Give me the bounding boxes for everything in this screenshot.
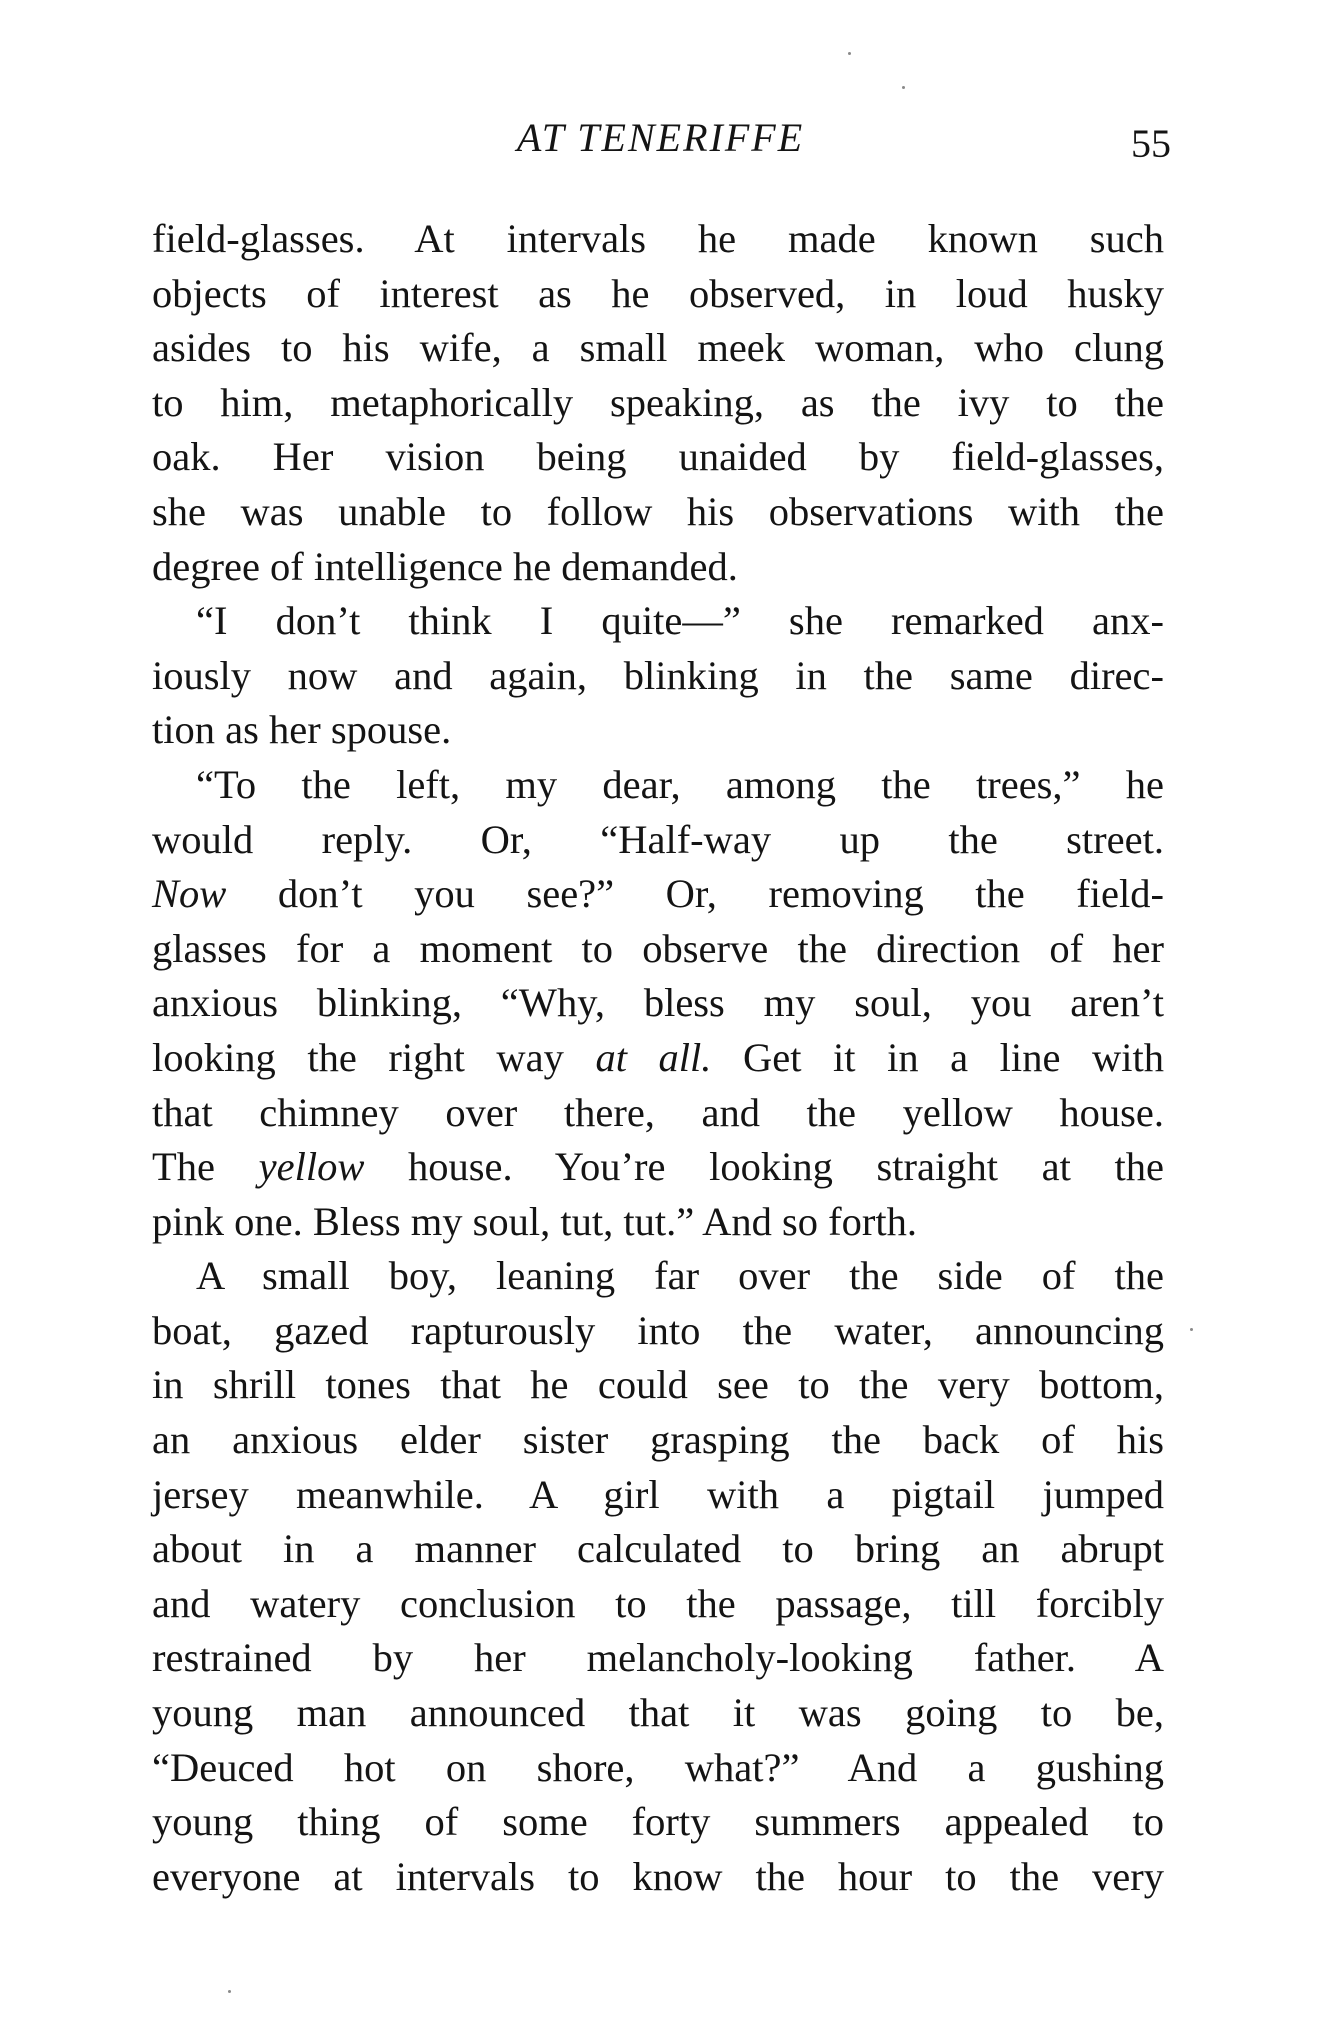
italic-emphasis: Now xyxy=(152,871,227,917)
text-line: iously now and again, blinking in the same direc- xyxy=(152,652,1164,698)
italic-emphasis: at all. xyxy=(595,1034,712,1080)
page-number: 55 xyxy=(1131,121,1171,166)
text-line: anxious blinking, “Why, bless my soul, you aren’t xyxy=(152,980,1164,1026)
paragraph-end-line: degree of intelligence he demanded. xyxy=(152,543,738,589)
paragraph-end-line: tion as her spouse. xyxy=(152,707,452,753)
text-line: an anxious elder sister grasping the back of his xyxy=(152,1417,1164,1463)
paper-speck xyxy=(848,52,851,55)
text-line: she was unable to follow his observations with the xyxy=(152,488,1164,534)
paragraph-first-line: A small boy, leaning far over the side of the xyxy=(196,1253,1164,1299)
text-line: everyone at intervals to know the hour to the very xyxy=(152,1853,1164,1899)
text-line: young thing of some forty summers appealed to xyxy=(152,1799,1164,1845)
text-line: that chimney over there, and the yellow house. xyxy=(152,1089,1164,1135)
text-line: Now don’t you see?” Or, removing the field- xyxy=(152,871,1164,917)
text-line: objects of interest as he observed, in loud husky xyxy=(152,270,1164,316)
text-line: in shrill tones that he could see to the very bottom, xyxy=(152,1362,1164,1408)
running-head xyxy=(150,110,1171,170)
text-line: oak. Her vision being unaided by field-glasses, xyxy=(152,434,1164,480)
text-line: to him, metaphorically speaking, as the ivy to the xyxy=(152,379,1164,425)
running-title: AT TENERIFFE xyxy=(516,115,805,160)
paragraph-first-line: “I don’t think I quite—” she remarked anx- xyxy=(196,598,1164,644)
text-line: looking the right way at all. Get it in a line with xyxy=(152,1034,1164,1080)
paper-speck xyxy=(902,86,905,89)
text-line: restrained by her melancholy-looking father. A xyxy=(152,1635,1164,1681)
paper-speck xyxy=(1190,1328,1193,1331)
text-line: about in a manner calculated to bring an abrupt xyxy=(152,1526,1164,1572)
text-line: “Deuced hot on shore, what?” And a gushing xyxy=(152,1744,1164,1790)
text-line: young man announced that it was going to be, xyxy=(152,1690,1164,1736)
paragraph-first-line: “To the left, my dear, among the trees,” he xyxy=(196,761,1164,807)
paper-speck xyxy=(228,1990,231,1993)
text-line: asides to his wife, a small meek woman, who clung xyxy=(152,325,1164,371)
text-line: The yellow house. You’re looking straight at the xyxy=(152,1144,1164,1190)
text-line: jersey meanwhile. A girl with a pigtail jumped xyxy=(152,1471,1164,1517)
italic-emphasis: yellow xyxy=(258,1144,365,1190)
body-text xyxy=(152,212,1164,1904)
text-line: field-glasses. At intervals he made known such xyxy=(152,216,1164,261)
text-line: and watery conclusion to the passage, till forcibly xyxy=(152,1580,1164,1626)
text-line: glasses for a moment to observe the direction of her xyxy=(152,925,1164,971)
text-line: would reply. Or, “Half-way up the street. xyxy=(152,816,1164,862)
paragraph-end-line: pink one. Bless my soul, tut, tut.” And so forth. xyxy=(152,1198,917,1244)
text-line: boat, gazed rapturously into the water, announcing xyxy=(152,1307,1164,1353)
